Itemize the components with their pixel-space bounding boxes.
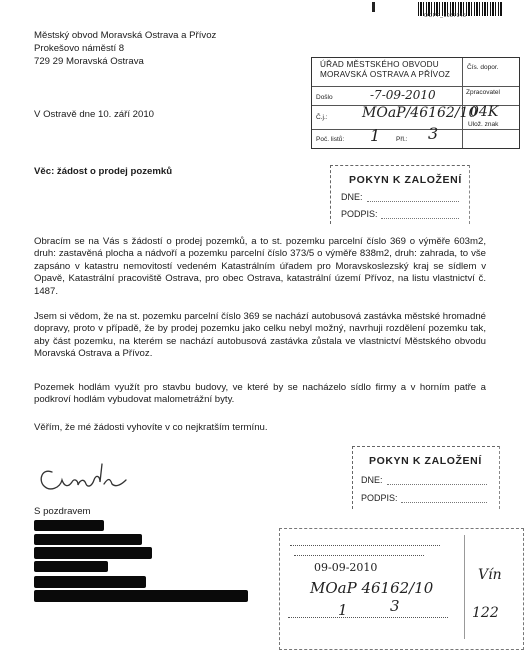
stamp-office-line-1: ÚŘAD MĚSTSKÉHO OBVODU — [320, 60, 439, 69]
stamp2-date: 09-09-2010 — [314, 561, 378, 574]
stamp2-signature: Vín — [478, 567, 502, 583]
subject-line: Věc: žádost o prodej pozemků — [34, 166, 173, 177]
redacted-line-1 — [34, 534, 142, 545]
stamp-hand-prl: 3 — [428, 124, 439, 143]
stamp-label-uloz-znak: Ulož. znak — [468, 121, 499, 128]
pokyn1-title: POKYN K ZALOŽENÍ — [349, 174, 462, 186]
sender-line-1: Městský obvod Moravská Ostrava a Přívoz — [34, 30, 217, 41]
pokyn1-podpis: PODPIS: — [341, 209, 378, 219]
pokyn2-podpis-line — [401, 502, 487, 503]
stamp-label-cj: Č.j.: — [316, 114, 328, 121]
stamp-label-prl: Přl.: — [396, 136, 408, 143]
stamp2-office-line — [290, 539, 440, 546]
stamp-label-cis-dopor: Čís. dopor. — [467, 64, 499, 71]
second-receipt-stamp — [279, 528, 524, 650]
redacted-line-5 — [34, 590, 248, 602]
stamp2-office-line-2 — [294, 549, 424, 556]
pokyn2-dne: DNE: — [361, 475, 383, 485]
stamp-label-dosl: Došlo — [316, 94, 333, 101]
redacted-line-4 — [34, 576, 146, 588]
stamp-hand-cj: MOaP/46162/10 — [362, 105, 478, 121]
paragraph-4: Věřím, že mé žádosti vyhovíte v co nejkratším termínu. — [34, 422, 268, 433]
handwritten-signature — [34, 450, 154, 500]
registration-mark — [372, 2, 375, 12]
stamp2-number: MOaP 46162/10 — [310, 579, 434, 597]
sender-line-3: 729 29 Moravská Ostrava — [34, 56, 144, 67]
stamp-office-line-2: MORAVSKÁ OSTRAVA A PŘÍVOZ — [320, 70, 451, 79]
sender-line-2: Prokešovo náměstí 8 — [34, 43, 125, 54]
stamp2-bottom-line — [288, 617, 448, 618]
stamp-hand-listu: 1 — [370, 126, 381, 145]
stamp2-prl: 3 — [390, 597, 400, 615]
stamp-label-poc-listu: Poč. listů: — [316, 136, 345, 143]
stamp2-listu: 1 — [338, 601, 348, 619]
redacted-line-3 — [34, 561, 108, 572]
filing-instruction-box-2 — [352, 446, 500, 509]
pokyn2-dne-line — [387, 484, 487, 485]
date-line: V Ostravě dne 10. září 2010 — [34, 109, 154, 120]
pokyn2-title: POKYN K ZALOŽENÍ — [369, 455, 482, 467]
redacted-name — [34, 520, 104, 531]
pokyn1-dne: DNE: — [341, 192, 363, 202]
stamp-label-zpracovatel: Zpracovatel — [466, 89, 500, 96]
closing-greeting: S pozdravem — [34, 506, 91, 517]
receipt-stamp — [311, 57, 520, 149]
barcode-number: OOPF_1057045 — [424, 13, 467, 19]
pokyn1-podpis-line — [381, 218, 459, 219]
stamp2-divider — [464, 535, 465, 639]
paragraph-1: Obracím se na Vás s žádostí o prodej pozemků, a to st. pozemku parcelní číslo 369 o výměře 603m2, druh: zastavěná plocha a nádvoří a pozemku parcelní číslo 373/5 o výměře 838m2, druh: zahrada, to vše zapsáno v katastru nemovitostí vedeném Katastrálním úřadem pro Moravskoslezský kraj se sídlem v Opavě, Katastrální pracoviště Ostrava, pro obec Ostrava, katastrální území Přívoz, na listu vlastnictví č. 1487. — [34, 236, 486, 297]
stamp-hand-zprac: 04K — [470, 104, 499, 120]
stamp2-code: 122 — [472, 605, 499, 621]
paragraph-3: Pozemek hodlám využít pro stavbu budovy, ve které by se nacházelo sídlo firmy a v horním patře a podkroví hodlám vybudovat malometrážní byty. — [34, 382, 486, 406]
filing-instruction-box-1 — [330, 165, 470, 224]
redacted-line-2 — [34, 547, 152, 559]
stamp-hand-date: -7-09-2010 — [370, 88, 436, 102]
pokyn2-podpis: PODPIS: — [361, 493, 398, 503]
pokyn1-dne-line — [367, 201, 459, 202]
paragraph-2: Jsem si vědom, že na st. pozemku parcelní číslo 369 se nachází autobusová zastávka městské hromadné dopravy, proto v případě, že by prodej pozemku jako celku nebyl možný, navrhuji rozdělení pozemku tak, aby část pozemku, na kterém se nachází autobusová zastávka zůstala ve vlastnictví Městského obvodu Moravská Ostrava a Přívoz. — [34, 311, 486, 360]
